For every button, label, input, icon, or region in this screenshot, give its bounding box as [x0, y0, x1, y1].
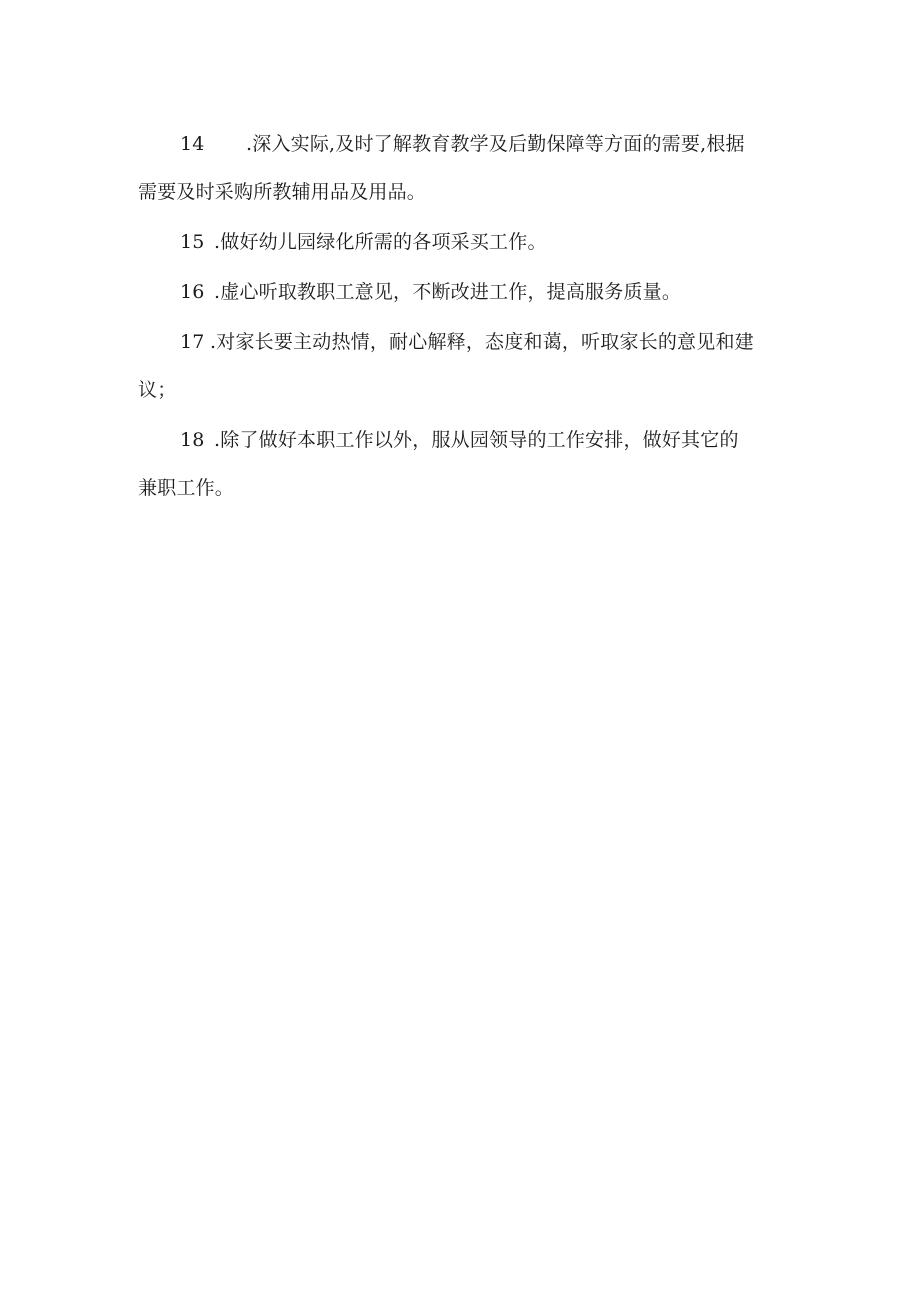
list-item-17 [138, 318, 788, 414]
item-text-line2: 兼职工作。 [138, 477, 235, 499]
item-text-line1: .除了做好本职工作以外，服从园领导的工作安排，做好其它的 [214, 429, 739, 451]
list-item-16 [138, 268, 788, 316]
item-number: 17 [180, 331, 205, 353]
list-item-18 [138, 416, 788, 512]
item-text-line2: 需要及时采购所教辅用品及用品。 [138, 181, 427, 203]
item-number: 18 [180, 429, 205, 451]
item-number: 16 [180, 281, 205, 303]
item-text-line1: .深入实际,及时了解教育教学及后勤保障等方面的需要,根据 [246, 133, 745, 155]
list-item-15 [138, 218, 788, 266]
item-text-line2: 议； [138, 379, 177, 401]
item-text-line1: .做好幼儿园绿化所需的各项采买工作。 [214, 231, 547, 253]
item-number: 15 [180, 231, 205, 253]
item-text-line1: .对家长要主动热情，耐心解释，态度和蔼，听取家长的意见和建 [210, 331, 754, 353]
list-item-14 [138, 120, 788, 216]
item-text-line1: .虚心听取教职工意见，不断改进工作，提高服务质量。 [214, 281, 682, 303]
item-number: 14 [180, 133, 205, 155]
